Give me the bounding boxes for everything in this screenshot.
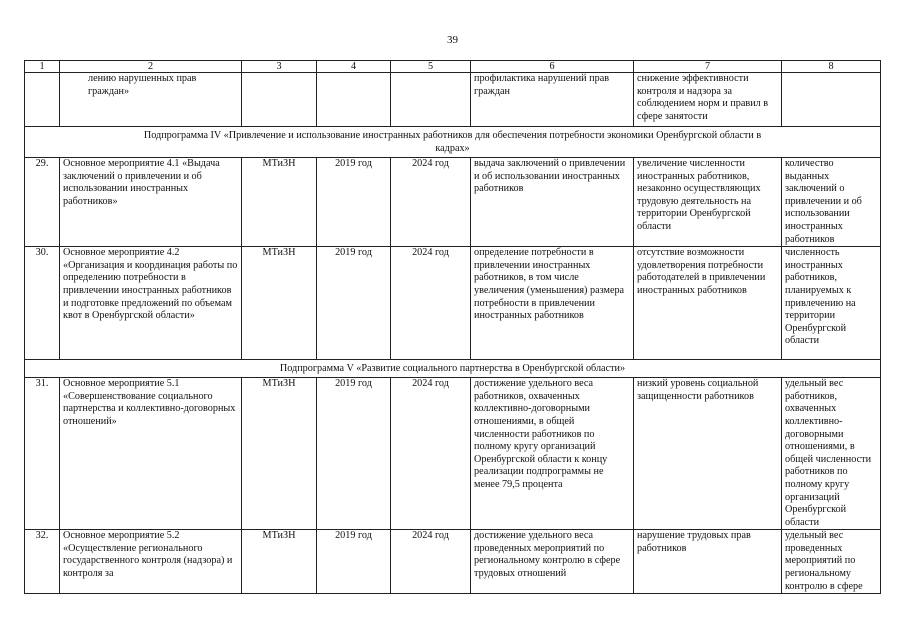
cell-start: 2019 год xyxy=(317,530,391,594)
cell-result: профилактика нарушений прав граждан xyxy=(471,73,634,127)
cell-consequence: снижение эффективности контроля и надзора за соблюдением норм и правил в сфере занятости xyxy=(634,73,782,127)
cell-end: 2024 год xyxy=(391,158,471,247)
col-number-4: 4 xyxy=(317,61,391,73)
cell-indicator: удельный вес проведенных мероприятий по региональному контролю в сфере xyxy=(782,530,881,594)
cell-result: определение потребности в привлечении иностранных работников, в том числе увеличения (уменьшения) размера потребности в привлечении иностранных работников xyxy=(471,247,634,360)
col-number-6: 6 xyxy=(471,61,634,73)
cell-executor: МТиЗН xyxy=(242,378,317,530)
row-number: 29. xyxy=(25,158,60,247)
cell-end: 2024 год xyxy=(391,247,471,360)
cell-name: лению нарушенных прав граждан» xyxy=(60,73,242,127)
cell-empty xyxy=(25,73,60,127)
row-number: 32. xyxy=(25,530,60,594)
cell-executor: МТиЗН xyxy=(242,530,317,594)
cell-executor: МТиЗН xyxy=(242,247,317,360)
cell-result: выдача заключений о привлечении и об использовании иностранных работников xyxy=(471,158,634,247)
table-row xyxy=(25,158,881,247)
cell-indicator: удельный вес работников, охваченных коллективно-договорными отношениями, в общей численности работников по полному кругу организаций Оренбургской области xyxy=(782,378,881,530)
row-number: 31. xyxy=(25,378,60,530)
col-number-1: 1 xyxy=(25,61,60,73)
col-number-2: 2 xyxy=(60,61,242,73)
cell-start: 2019 год xyxy=(317,158,391,247)
table-row xyxy=(25,530,881,594)
cell-consequence: увеличение численности иностранных работников, незаконно осуществляющих трудовую деятельность на территории Оренбургской области xyxy=(634,158,782,247)
cell-empty xyxy=(782,73,881,127)
page-number: 39 xyxy=(447,34,458,46)
table-row-continuation xyxy=(25,73,881,127)
row-number: 30. xyxy=(25,247,60,360)
cell-name: Основное мероприятие 4.2 «Организация и координация работы по определению потребности в привлечении иностранных работников и подготовке предложений по объемам квот в Оренбургской области» xyxy=(60,247,242,360)
col-number-8: 8 xyxy=(782,61,881,73)
column-number-row xyxy=(25,61,881,73)
cell-start: 2019 год xyxy=(317,247,391,360)
cell-empty xyxy=(391,73,471,127)
subprogram-5-title: Подпрограмма V «Развитие социального партнерства в Оренбургской области» xyxy=(25,360,881,378)
cell-empty xyxy=(242,73,317,127)
table-row xyxy=(25,247,881,360)
subprogram-row xyxy=(25,127,881,158)
cell-result: достижение удельного веса проведенных мероприятий по региональному контролю в сфере трудовых отношений xyxy=(471,530,634,594)
cell-indicator: количество выданных заключений о привлечении и об использовании иностранных работников xyxy=(782,158,881,247)
cell-empty xyxy=(317,73,391,127)
cell-result: достижение удельного веса работников, охваченных коллективно-договорными отношениями, в общей численности работников по полному кругу организаций Оренбургской области к концу реализации подпрограммы не менее 79,5 процента xyxy=(471,378,634,530)
cell-executor: МТиЗН xyxy=(242,158,317,247)
cell-name: Основное мероприятие 5.2 «Осуществление регионального государственного контроля (надзора) и контроля за xyxy=(60,530,242,594)
cell-name: Основное мероприятие 4.1 «Выдача заключений о привлечении и об использовании иностранных работников» xyxy=(60,158,242,247)
cell-consequence: нарушение трудовых прав работников xyxy=(634,530,782,594)
subprogram-4-title: Подпрограмма IV «Привлечение и использование иностранных работников для обеспечения потребности экономики Оренбургской области в кадрах» xyxy=(25,127,881,158)
cell-end: 2024 год xyxy=(391,530,471,594)
cell-indicator: численность иностранных работников, планируемых к привлечению на территории Оренбургской области xyxy=(782,247,881,360)
activities-table xyxy=(24,60,881,594)
col-number-3: 3 xyxy=(242,61,317,73)
cell-start: 2019 год xyxy=(317,378,391,530)
cell-name: Основное мероприятие 5.1 «Совершенствование социального партнерства и коллективно-договорных отношений» xyxy=(60,378,242,530)
cell-consequence: низкий уровень социальной защищенности работников xyxy=(634,378,782,530)
cell-end: 2024 год xyxy=(391,378,471,530)
cell-consequence: отсутствие возможности удовлетворения потребности работодателей в привлечении иностранных работников xyxy=(634,247,782,360)
subprogram-row xyxy=(25,360,881,378)
table-row xyxy=(25,378,881,530)
col-number-7: 7 xyxy=(634,61,782,73)
col-number-5: 5 xyxy=(391,61,471,73)
